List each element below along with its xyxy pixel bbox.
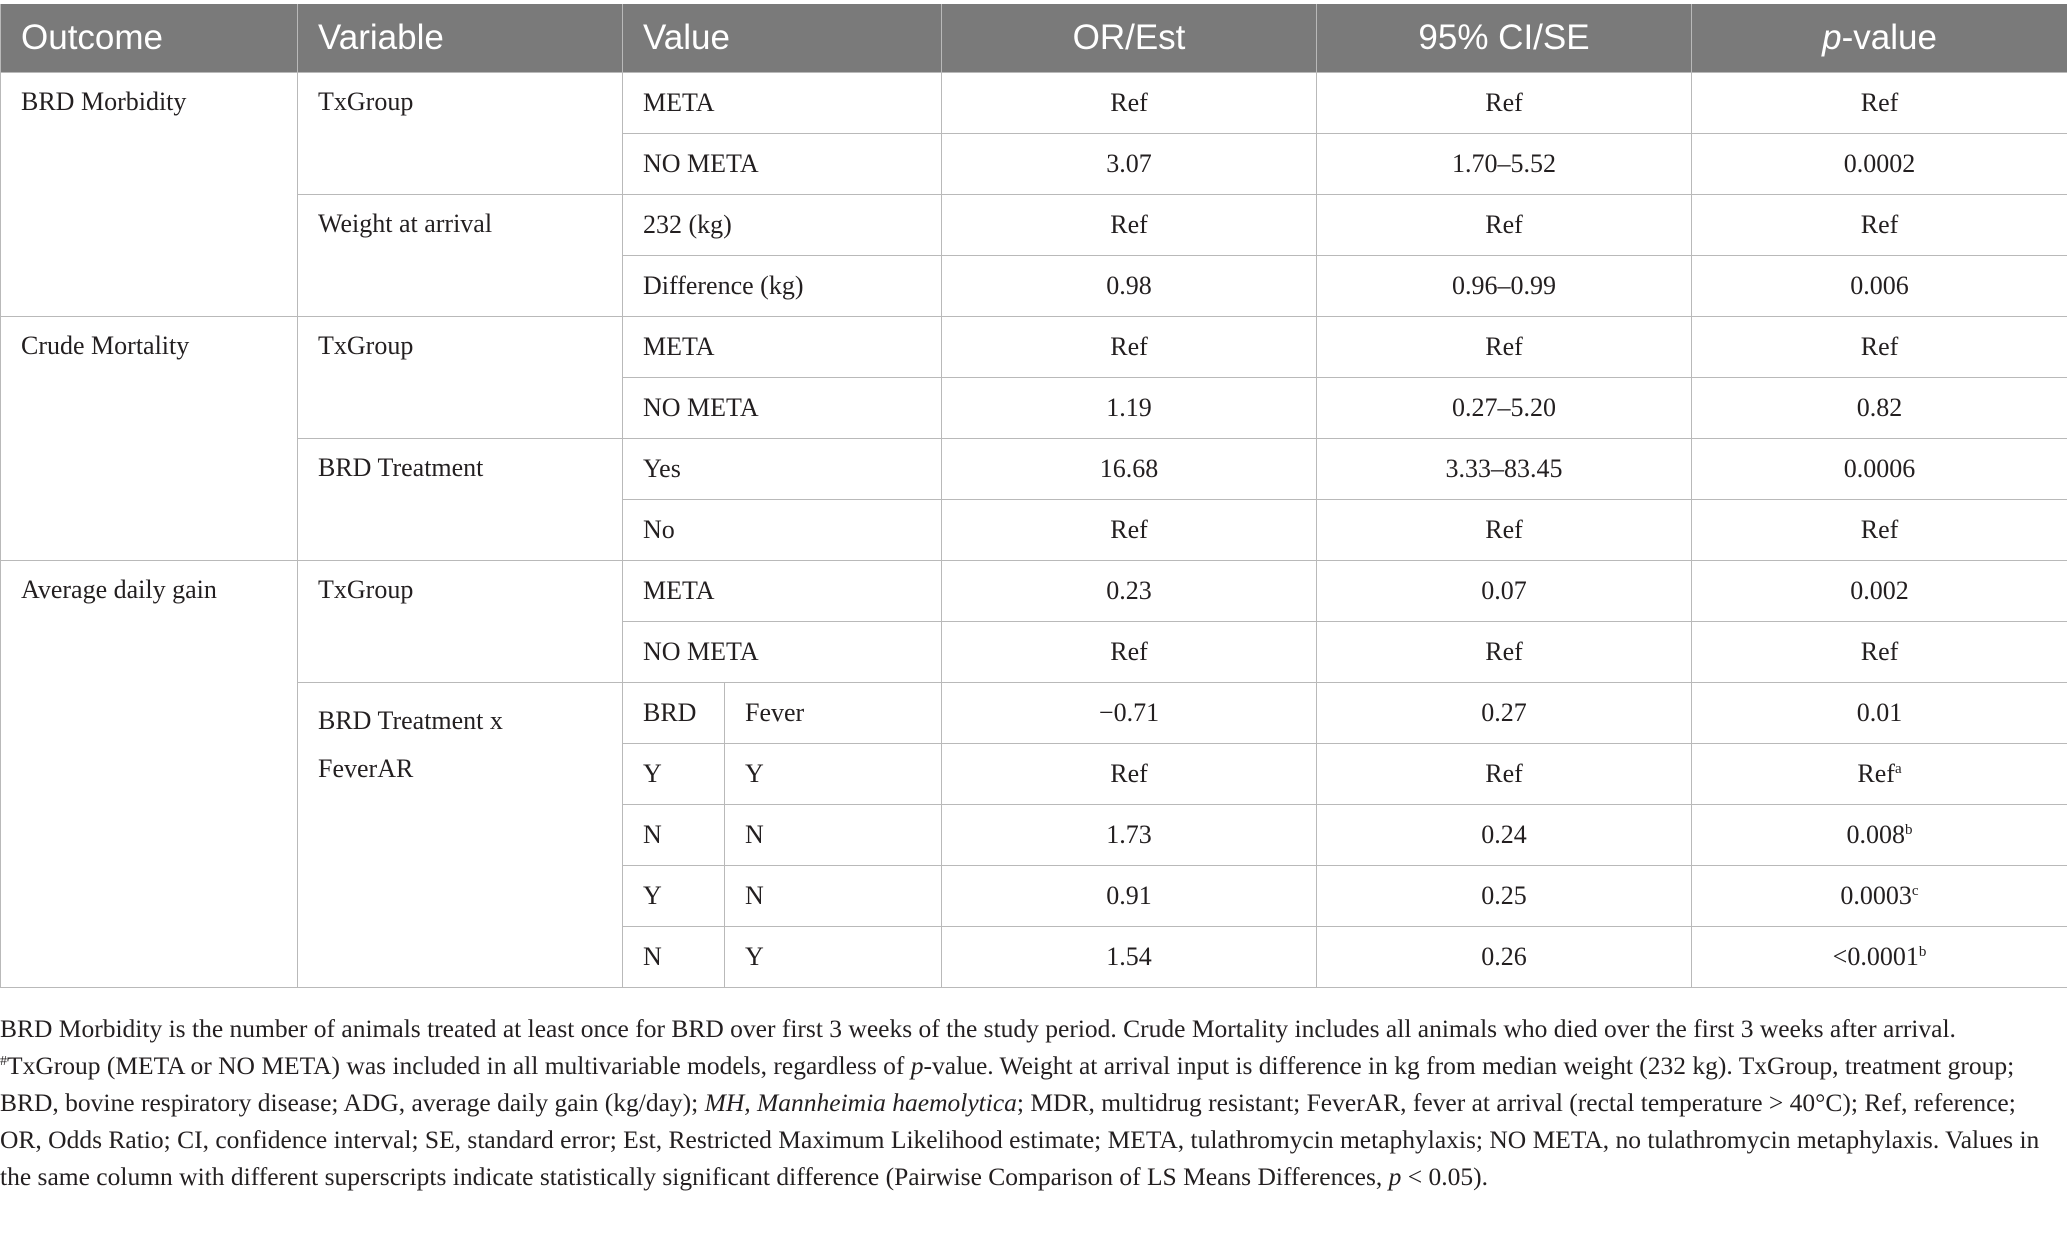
p-cell: 0.006 (1692, 256, 2067, 317)
header-p-value (1692, 4, 2067, 73)
ci-cell: 0.96–0.99 (1317, 256, 1692, 317)
or-cell: Ref (942, 317, 1317, 378)
header-p-rest: -value (1841, 18, 1937, 57)
brd-cell: Y (623, 866, 725, 927)
outcome-cell: Average daily gain (1, 561, 298, 988)
or-cell: −0.71 (942, 683, 1317, 744)
footnote-text-2: TxGroup (META or NO META) was included in all multivariable models, regardless of (7, 1051, 911, 1080)
or-cell: 0.91 (942, 866, 1317, 927)
footnote-text-1: BRD Morbidity is the number of animals treated at least once for BRD over first 3 weeks of the study period. Crude Mortality includes all animals who died over the first 3 weeks after arrival. (0, 1014, 1956, 1043)
ci-cell: 0.27 (1317, 683, 1692, 744)
superscript: b (1918, 944, 1927, 960)
or-cell: 1.54 (942, 927, 1317, 988)
variable-cell: TxGroup (298, 73, 623, 195)
header-outcome: Outcome (1, 4, 298, 73)
table-footnote (0, 1010, 2050, 1195)
ci-cell: 0.27–5.20 (1317, 378, 1692, 439)
p-cell (1692, 927, 2067, 988)
header-variable: Variable (298, 4, 623, 73)
ci-cell: 1.70–5.52 (1317, 134, 1692, 195)
p-cell: Ref (1692, 195, 2067, 256)
value-cell: No (623, 500, 942, 561)
footnote-text-5: < 0.05). (1401, 1162, 1489, 1191)
brd-cell: N (623, 927, 725, 988)
p-value: <0.0001 (1832, 942, 1919, 971)
p-cell: 0.002 (1692, 561, 2067, 622)
p-cell: 0.01 (1692, 683, 2067, 744)
value-cell: META (623, 73, 942, 134)
fever-cell: Y (725, 744, 942, 805)
outcome-cell: BRD Morbidity (1, 73, 298, 317)
variable-cell: Weight at arrival (298, 195, 623, 317)
p-value: 0.008 (1846, 820, 1906, 849)
p-value: Ref (1857, 759, 1895, 788)
ci-cell: 0.07 (1317, 561, 1692, 622)
footnote-hash: # (0, 1054, 7, 1069)
value-cell: Difference (kg) (623, 256, 942, 317)
ci-cell: Ref (1317, 73, 1692, 134)
or-cell: 16.68 (942, 439, 1317, 500)
fever-cell: N (725, 866, 942, 927)
ci-cell: 0.24 (1317, 805, 1692, 866)
p-cell: Ref (1692, 73, 2067, 134)
fever-cell: N (725, 805, 942, 866)
or-cell: 1.73 (942, 805, 1317, 866)
value-cell: Yes (623, 439, 942, 500)
ci-cell: 0.26 (1317, 927, 1692, 988)
superscript: a (1894, 761, 1902, 777)
or-cell: 0.23 (942, 561, 1317, 622)
ci-cell: Ref (1317, 317, 1692, 378)
p-value: 0.0003 (1840, 881, 1912, 910)
value-cell: NO META (623, 622, 942, 683)
p-cell (1692, 866, 2067, 927)
brd-cell: N (623, 805, 725, 866)
footnote-mh-italic: MH, Mannheimia haemolytica (704, 1088, 1017, 1117)
ci-cell: 0.25 (1317, 866, 1692, 927)
outcome-cell: Crude Mortality (1, 317, 298, 561)
value-cell: META (623, 317, 942, 378)
results-table (0, 4, 2067, 988)
variable-cell: BRD Treatment (298, 439, 623, 561)
header-row (1, 4, 2067, 73)
header-ci-se: 95% CI/SE (1317, 4, 1692, 73)
ci-cell: Ref (1317, 195, 1692, 256)
or-cell: Ref (942, 73, 1317, 134)
sub-header-brd: BRD (623, 683, 725, 744)
p-cell (1692, 744, 2067, 805)
p-cell: 0.0002 (1692, 134, 2067, 195)
footnote-text-3: -value. Weight at arrival input is difference in kg from median weight (232 kg). TxGroup, treatment group; BRD, bovine respiratory disease; ADG, average daily gain (kg/day); (0, 1051, 2015, 1117)
variable-cell: TxGroup (298, 561, 623, 683)
footnote-p-italic: p (910, 1051, 924, 1080)
or-cell: Ref (942, 744, 1317, 805)
superscript: c (1911, 883, 1919, 899)
value-cell: NO META (623, 378, 942, 439)
ci-cell: 3.33–83.45 (1317, 439, 1692, 500)
value-cell: NO META (623, 134, 942, 195)
variable-cell: TxGroup (298, 317, 623, 439)
header-p-italic: p (1822, 18, 1842, 57)
ci-cell: Ref (1317, 500, 1692, 561)
variable-cell: BRD Treatment x FeverAR (298, 683, 623, 988)
or-cell: 1.19 (942, 378, 1317, 439)
table-row (1, 683, 2067, 744)
table-row (1, 561, 2067, 622)
table-row (1, 439, 2067, 500)
ci-cell: Ref (1317, 744, 1692, 805)
superscript: b (1905, 822, 1913, 838)
header-value: Value (623, 4, 942, 73)
header-or-est: OR/Est (942, 4, 1317, 73)
table-row (1, 73, 2067, 134)
or-cell: 0.98 (942, 256, 1317, 317)
sub-header-fever: Fever (725, 683, 942, 744)
value-cell: META (623, 561, 942, 622)
p-cell: 0.82 (1692, 378, 2067, 439)
or-cell: 3.07 (942, 134, 1317, 195)
or-cell: Ref (942, 500, 1317, 561)
p-cell: Ref (1692, 500, 2067, 561)
footnote-p2-italic: p (1388, 1162, 1402, 1191)
value-cell: 232 (kg) (623, 195, 942, 256)
ci-cell: Ref (1317, 622, 1692, 683)
p-cell: Ref (1692, 317, 2067, 378)
p-cell (1692, 805, 2067, 866)
footnote-text-4: ; MDR, multidrug resistant; FeverAR, fever at arrival (rectal temperature > 40°C); Ref, reference; OR, Odds Ratio; CI, confidence interval; SE, standard error; Est, Restricted Maximum Likelihood estimate; META, tulathromycin metaphylaxis; NO META, no tulathromycin metaphylaxis. Values in the same column with different superscripts indicate statistically significant difference (Pairwise Comparison of LS Means Differences, (0, 1088, 2040, 1191)
brd-cell: Y (623, 744, 725, 805)
p-cell: Ref (1692, 622, 2067, 683)
fever-cell: Y (725, 927, 942, 988)
or-cell: Ref (942, 195, 1317, 256)
table-row (1, 195, 2067, 256)
p-cell: 0.0006 (1692, 439, 2067, 500)
or-cell: Ref (942, 622, 1317, 683)
table-row (1, 317, 2067, 378)
